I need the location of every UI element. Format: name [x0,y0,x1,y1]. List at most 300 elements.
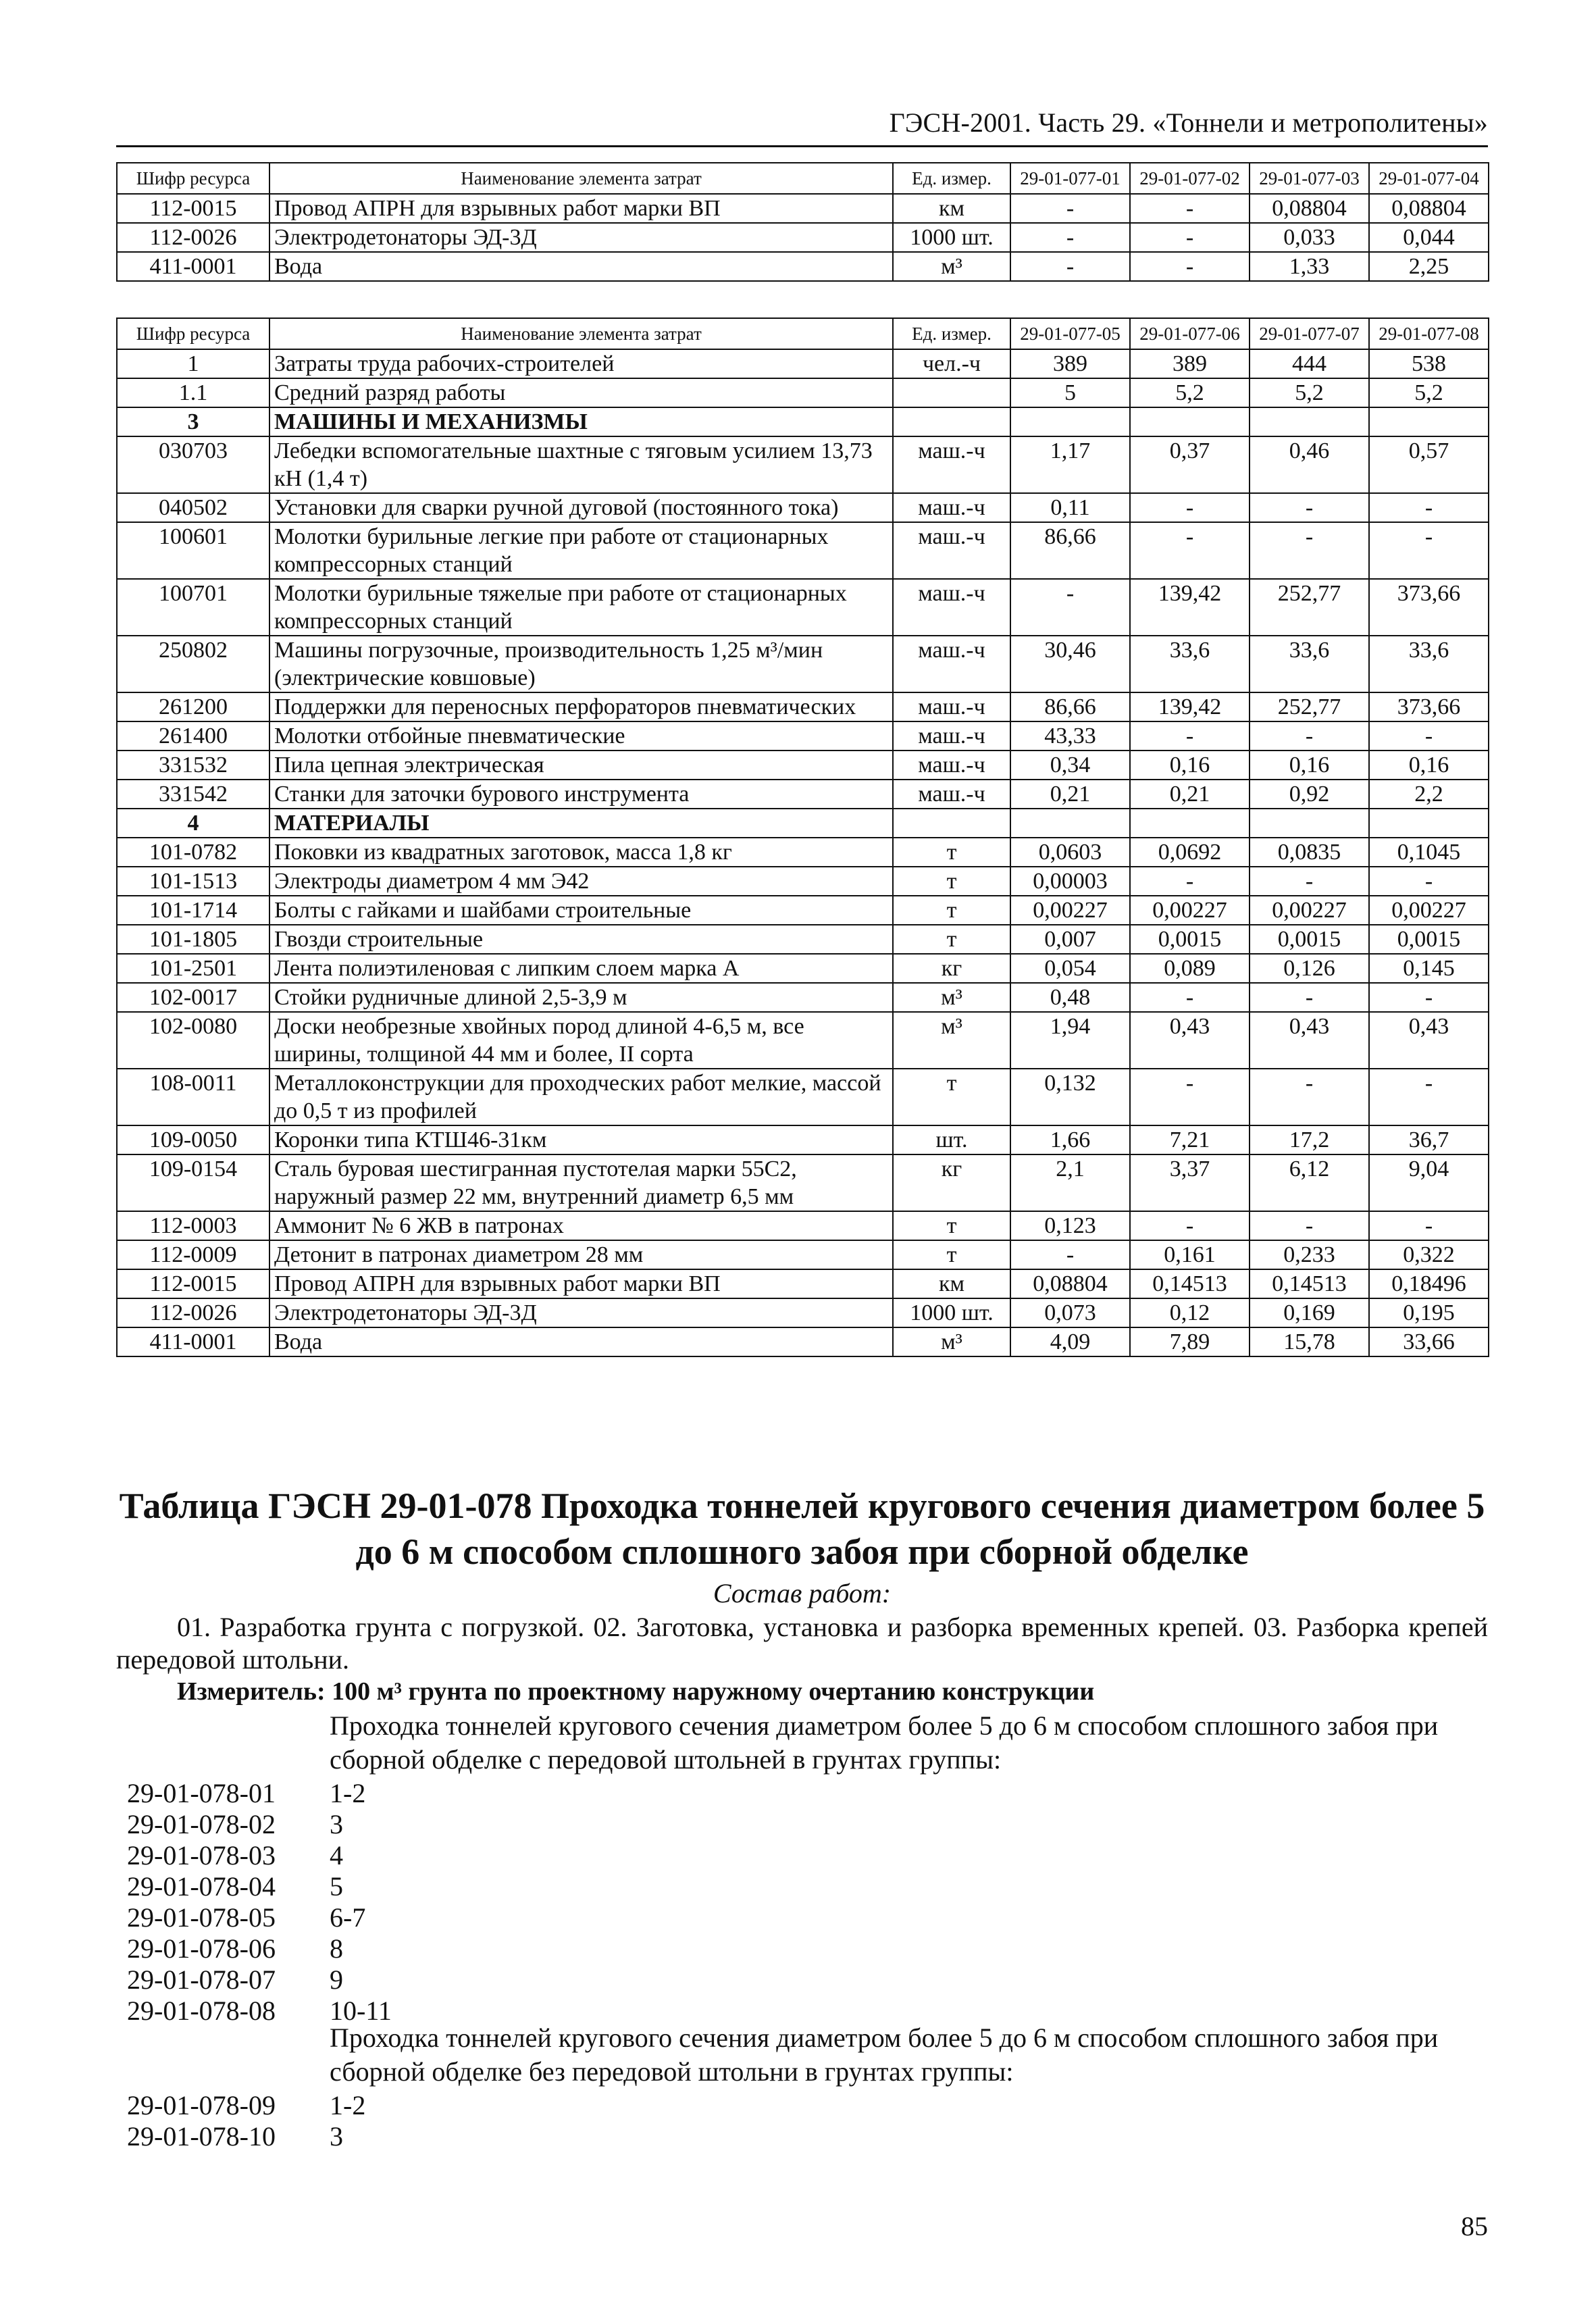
norm-value [1369,407,1489,436]
table-row [117,1125,1489,1154]
norm-value: 0,43 [1250,1012,1369,1069]
norm-value: 0,00003 [1010,867,1130,896]
resource-name: Сталь буровая шестигранная пустотелая марки 55С2, наружный размер 22 мм, внутренний диаметр 6,5 мм [269,1154,893,1211]
table-row [117,349,1489,378]
resource-code: 250802 [117,636,269,692]
table-row [117,493,1489,522]
unit-of-measure: т [893,925,1010,954]
resource-name: Затраты труда рабочих-строителей [269,349,893,378]
norm-value: 86,66 [1010,522,1130,579]
norm-code: 29-01-078-03 [127,1840,276,1871]
table-row [117,1269,1489,1298]
resource-name: Провод АПРН для взрывных работ марки ВП [269,1269,893,1298]
table-row [117,721,1489,751]
norm-code: 29-01-078-01 [127,1778,276,1808]
resource-code: 261400 [117,721,269,751]
unit-of-measure: маш.-ч [893,721,1010,751]
norm-value: 2,2 [1369,780,1489,809]
norm-value: 1,94 [1010,1012,1130,1069]
norm-value: - [1369,493,1489,522]
soil-group: 3 [330,2121,343,2152]
resource-name: Доски необрезные хвойных пород длиной 4-6,5 м, все ширины, толщиной 44 мм и более, II сорта [269,1012,893,1069]
resource-code: 1.1 [117,378,269,407]
soil-group: 1-2 [330,1778,366,1808]
norm-code: 29-01-078-04 [127,1871,276,1902]
norm-code: 29-01-078-08 [127,1996,276,2026]
norm-value: 0,161 [1130,1240,1250,1269]
norm-value: 15,78 [1250,1327,1369,1356]
norm-value: - [1369,1211,1489,1240]
section-row [117,809,1489,838]
norm-item [127,1902,392,1933]
unit-of-measure: км [893,1269,1010,1298]
norm-item [127,2121,365,2152]
unit-of-measure: м³ [893,1012,1010,1069]
table-row [117,1327,1489,1356]
norm-item [127,1840,392,1871]
norm-value: 33,6 [1130,636,1250,692]
norm-value [1010,407,1130,436]
norm-value [1010,809,1130,838]
resource-code: 100601 [117,522,269,579]
column-header: 29-01-077-04 [1369,163,1489,194]
soil-group: 3 [330,1809,343,1839]
group-without-pilot-tunnel-description: Проходка тоннелей кругового сечения диаметром более 5 до 6 м способом сплошного забоя при сборной обделке без передовой штольни в грунтах группы: [330,2023,1439,2087]
resource-name: Молотки отбойные пневматические [269,721,893,751]
norm-value: 0,073 [1010,1298,1130,1327]
norm-value [1369,809,1489,838]
table-row [117,522,1489,579]
column-header: Ед. измер. [893,163,1010,194]
table-header-row [117,318,1489,349]
unit-of-measure: т [893,1211,1010,1240]
norm-value: - [1369,983,1489,1012]
soil-group: 9 [330,1964,343,1995]
table-row [117,925,1489,954]
norm-value: - [1130,983,1250,1012]
norm-value: 7,89 [1130,1327,1250,1356]
resource-name: Гвозди строительные [269,925,893,954]
resource-name: Электродетонаторы ЭД-3Д [269,223,893,252]
unit-of-measure: маш.-ч [893,436,1010,493]
norm-value [1130,407,1250,436]
norm-value: 0,37 [1130,436,1250,493]
norm-value: 139,42 [1130,692,1250,721]
norm-value: - [1130,1069,1250,1125]
norm-value: - [1130,252,1250,281]
norm-item [127,1964,392,1996]
unit-of-measure: кг [893,1154,1010,1211]
norm-code: 29-01-078-06 [127,1933,276,1964]
norm-value: 7,21 [1130,1125,1250,1154]
table-row [117,983,1489,1012]
norm-code: 29-01-078-10 [127,2121,276,2152]
resource-name: Провод АПРН для взрывных работ марки ВП [269,194,893,223]
resource-name: Металлоконструкции для проходческих работ мелкие, массой до 0,5 т из профилей [269,1069,893,1125]
unit-of-measure: маш.-ч [893,522,1010,579]
resource-name: Стойки рудничные длиной 2,5-3,9 м [269,983,893,1012]
unit-of-measure: м³ [893,1327,1010,1356]
norm-value: 0,0603 [1010,838,1130,867]
unit-of-measure: т [893,838,1010,867]
norm-code: 29-01-078-05 [127,1902,276,1933]
table-row [117,1211,1489,1240]
resource-code: 112-0003 [117,1211,269,1240]
norm-value: - [1010,194,1130,223]
unit-of-measure: м³ [893,983,1010,1012]
norm-value: 0,0015 [1250,925,1369,954]
norm-value: - [1130,867,1250,896]
unit-of-measure: маш.-ч [893,751,1010,780]
header-rule [116,145,1488,147]
norm-value: - [1130,194,1250,223]
norm-value: 33,66 [1369,1327,1489,1356]
norm-value: 33,6 [1369,636,1489,692]
resource-code: 109-0154 [117,1154,269,1211]
table-row [117,867,1489,896]
norm-value: - [1369,522,1489,579]
norm-value: 0,044 [1369,223,1489,252]
resource-name: Вода [269,252,893,281]
table-row [117,780,1489,809]
norm-value: 0,0015 [1130,925,1250,954]
resource-name: Молотки бурильные тяжелые при работе от стационарных компрессорных станций [269,579,893,636]
unit-of-measure: т [893,1240,1010,1269]
column-header: 29-01-077-05 [1010,318,1130,349]
norm-value: 0,21 [1010,780,1130,809]
resource-name: Лента полиэтиленовая с липким слоем марка А [269,954,893,983]
norm-value: - [1369,721,1489,751]
resource-code: 411-0001 [117,252,269,281]
norm-code: 29-01-078-09 [127,2090,276,2120]
resource-name: Молотки бурильные легкие при работе от стационарных компрессорных станций [269,522,893,579]
resource-code: 101-1513 [117,867,269,896]
unit-of-measure [893,407,1010,436]
table-header-row [117,163,1489,194]
unit-of-measure: 1000 шт. [893,223,1010,252]
norm-value: 0,007 [1010,925,1130,954]
norm-value: 1,33 [1250,252,1369,281]
unit-of-measure: т [893,1069,1010,1125]
column-header: 29-01-077-02 [1130,163,1250,194]
resource-name: Аммонит № 6 ЖВ в патронах [269,1211,893,1240]
section-row [117,407,1489,436]
norm-value: 252,77 [1250,579,1369,636]
soil-group: 4 [330,1840,343,1871]
norm-value: 139,42 [1130,579,1250,636]
norm-value: 0,00227 [1250,896,1369,925]
resource-name: Поддержки для переносных перфораторов пневматических [269,692,893,721]
unit-of-measure: т [893,867,1010,896]
norm-value: 0,16 [1250,751,1369,780]
unit-of-measure [893,378,1010,407]
unit-of-measure: км [893,194,1010,223]
norm-value [1250,809,1369,838]
norm-value: 0,16 [1130,751,1250,780]
norm-item [127,2090,365,2121]
unit-of-measure: маш.-ч [893,780,1010,809]
table-row [117,692,1489,721]
norm-value: 2,1 [1010,1154,1130,1211]
norm-value: - [1250,983,1369,1012]
resource-table-077-05-08 [116,317,1489,1357]
norm-value: 1,17 [1010,436,1130,493]
table-row [117,223,1489,252]
norm-value: 0,08804 [1250,194,1369,223]
resource-name: Лебедки вспомогательные шахтные с тяговым усилием 13,73 кН (1,4 т) [269,436,893,493]
resource-code: 101-1714 [117,896,269,925]
resource-name: Коронки типа КТШ46-31км [269,1125,893,1154]
unit-of-measure: 1000 шт. [893,1298,1010,1327]
resource-code: 101-2501 [117,954,269,983]
norm-value: 33,6 [1250,636,1369,692]
norm-list-with-pilot-tunnel [127,1778,392,2027]
norm-value: 0,14513 [1250,1269,1369,1298]
norm-item [127,1871,392,1902]
norm-value: - [1250,721,1369,751]
resource-code: 030703 [117,436,269,493]
resource-code: 4 [117,809,269,838]
norm-value: 4,09 [1010,1327,1130,1356]
resource-table-077-01-04 [116,162,1489,282]
table-row [117,1240,1489,1269]
works-caption: Состав работ: [713,1578,892,1608]
running-header: ГЭСН-2001. Часть 29. «Тоннели и метрополитены» [889,107,1488,138]
unit-of-measure: т [893,896,1010,925]
norm-value: 5,2 [1250,378,1369,407]
norm-value: 0,0835 [1250,838,1369,867]
column-header: 29-01-077-06 [1130,318,1250,349]
unit-of-measure: чел.-ч [893,349,1010,378]
norm-value: 0,11 [1010,493,1130,522]
norm-code: 29-01-078-07 [127,1964,276,1995]
table-row [117,1298,1489,1327]
norm-value: 30,46 [1010,636,1130,692]
norm-value: 86,66 [1010,692,1130,721]
norm-value: 0,43 [1130,1012,1250,1069]
resource-code: 331542 [117,780,269,809]
resource-code: 100701 [117,579,269,636]
table-row [117,1069,1489,1125]
norm-value: 0,089 [1130,954,1250,983]
norm-item [127,1778,392,1809]
norm-value: 0,18496 [1369,1269,1489,1298]
norm-value: 0,92 [1250,780,1369,809]
soil-group: 5 [330,1871,343,1902]
norm-value: 0,00227 [1369,896,1489,925]
column-header: Шифр ресурса [117,318,269,349]
column-header: 29-01-077-08 [1369,318,1489,349]
norm-value: 389 [1130,349,1250,378]
resource-name: Станки для заточки бурового инструмента [269,780,893,809]
table-row [117,252,1489,281]
unit-of-measure: кг [893,954,1010,983]
norm-value: 0,00227 [1130,896,1250,925]
unit-of-measure [893,809,1010,838]
norm-value: 0,233 [1250,1240,1369,1269]
resource-name: МАТЕРИАЛЫ [269,809,893,838]
measurement-unit: Измеритель: 100 м³ грунта по проектному наружному очертанию конструкции [177,1677,1095,1706]
column-header: Наименование элемента затрат [269,163,893,194]
resource-name: Электроды диаметром 4 мм Э42 [269,867,893,896]
norm-value: 0,132 [1010,1069,1130,1125]
group-with-pilot-tunnel-description: Проходка тоннелей кругового сечения диаметром более 5 до 6 м способом сплошного забоя при сборной обделке с передовой штольней в грунтах группы: [330,1710,1439,1775]
norm-value: 252,77 [1250,692,1369,721]
resource-name: Установки для сварки ручной дуговой (постоянного тока) [269,493,893,522]
soil-group: 8 [330,1933,343,1964]
resource-code: 102-0080 [117,1012,269,1069]
norm-value: 17,2 [1250,1125,1369,1154]
resource-code: 108-0011 [117,1069,269,1125]
norm-list-without-pilot-tunnel [127,2090,365,2152]
norm-value: 444 [1250,349,1369,378]
resource-code: 112-0026 [117,1298,269,1327]
norm-value: 538 [1369,349,1489,378]
norm-value: 373,66 [1369,692,1489,721]
unit-of-measure: маш.-ч [893,636,1010,692]
norm-value: - [1250,867,1369,896]
norm-value: 3,37 [1130,1154,1250,1211]
norm-value: 0,48 [1010,983,1130,1012]
norm-value: 6,12 [1250,1154,1369,1211]
norm-value: - [1250,522,1369,579]
norm-value: - [1369,867,1489,896]
norm-value: 0,123 [1010,1211,1130,1240]
norm-value: - [1250,1211,1369,1240]
resource-name: Поковки из квадратных заготовок, масса 1,8 кг [269,838,893,867]
norm-value: 0,46 [1250,436,1369,493]
section-title: Таблица ГЭСН 29-01-078 Проходка тоннелей кругового сечения диаметром более 5 до 6 м способом сплошного забоя при сборной обделке [119,1485,1485,1572]
norm-value: - [1130,522,1250,579]
resource-name: МАШИНЫ И МЕХАНИЗМЫ [269,407,893,436]
column-header: 29-01-077-07 [1250,318,1369,349]
unit-of-measure: м³ [893,252,1010,281]
resource-code: 101-1805 [117,925,269,954]
norm-value: - [1010,223,1130,252]
resource-name: Вода [269,1327,893,1356]
norm-value: 0,195 [1369,1298,1489,1327]
norm-value: 2,25 [1369,252,1489,281]
table-row [117,436,1489,493]
norm-value: - [1130,721,1250,751]
table-row [117,636,1489,692]
table-row [117,1154,1489,1211]
resource-name: Болты с гайками и шайбами строительные [269,896,893,925]
resource-name: Детонит в патронах диаметром 28 мм [269,1240,893,1269]
norm-value: 0,00227 [1010,896,1130,925]
norm-value: 5,2 [1369,378,1489,407]
norm-value: 0,57 [1369,436,1489,493]
norm-value: 0,21 [1130,780,1250,809]
norm-value: 0,16 [1369,751,1489,780]
norm-value [1130,809,1250,838]
soil-group: 10-11 [330,1996,392,2026]
norm-value: 36,7 [1369,1125,1489,1154]
resource-code: 101-0782 [117,838,269,867]
works-description: 01. Разработка грунта с погрузкой. 02. Заготовка, установка и разборка временных крепей. 03. Разборка крепей передовой штольни. [116,1612,1488,1675]
norm-value: 0,14513 [1130,1269,1250,1298]
norm-value: 0,34 [1010,751,1130,780]
table-row [117,838,1489,867]
page-number: 85 [1461,2211,1488,2241]
resource-code: 102-0017 [117,983,269,1012]
norm-value: 9,04 [1369,1154,1489,1211]
resource-code: 112-0015 [117,1269,269,1298]
norm-item [127,1933,392,1964]
resource-code: 112-0009 [117,1240,269,1269]
norm-value: 0,1045 [1369,838,1489,867]
unit-of-measure: маш.-ч [893,579,1010,636]
unit-of-measure: маш.-ч [893,692,1010,721]
norm-value: 0,126 [1250,954,1369,983]
resource-code: 112-0026 [117,223,269,252]
unit-of-measure: шт. [893,1125,1010,1154]
norm-value: 5 [1010,378,1130,407]
norm-value: - [1010,252,1130,281]
table-row [117,1012,1489,1069]
norm-value: 0,12 [1130,1298,1250,1327]
resource-code: 411-0001 [117,1327,269,1356]
table-row [117,751,1489,780]
norm-item [127,1809,392,1840]
norm-value: 0,43 [1369,1012,1489,1069]
resource-name: Электродетонаторы ЭД-3Д [269,1298,893,1327]
norm-value: 0,033 [1250,223,1369,252]
norm-value: 1,66 [1010,1125,1130,1154]
column-header: Ед. измер. [893,318,1010,349]
resource-code: 040502 [117,493,269,522]
norm-value: 0,145 [1369,954,1489,983]
resource-name: Машины погрузочные, производительность 1,25 м³/мин (электрические ковшовые) [269,636,893,692]
norm-value [1250,407,1369,436]
norm-value: 0,08804 [1010,1269,1130,1298]
norm-value: 0,054 [1010,954,1130,983]
norm-code: 29-01-078-02 [127,1809,276,1839]
norm-value: - [1130,1211,1250,1240]
norm-value: 0,322 [1369,1240,1489,1269]
table-row [117,896,1489,925]
norm-value: 43,33 [1010,721,1130,751]
resource-code: 3 [117,407,269,436]
norm-value: 0,08804 [1369,194,1489,223]
table-row [117,954,1489,983]
table-row [117,579,1489,636]
norm-value: - [1130,493,1250,522]
norm-value: - [1130,223,1250,252]
column-header: 29-01-077-01 [1010,163,1130,194]
norm-value: 373,66 [1369,579,1489,636]
norm-value: 0,0015 [1369,925,1489,954]
norm-value: 5,2 [1130,378,1250,407]
column-header: Шифр ресурса [117,163,269,194]
norm-value: - [1250,493,1369,522]
norm-value: - [1010,1240,1130,1269]
column-header: 29-01-077-03 [1250,163,1369,194]
resource-code: 112-0015 [117,194,269,223]
norm-value: - [1250,1069,1369,1125]
norm-value: 389 [1010,349,1130,378]
norm-value: 0,169 [1250,1298,1369,1327]
resource-code: 261200 [117,692,269,721]
soil-group: 1-2 [330,2090,366,2120]
unit-of-measure: маш.-ч [893,493,1010,522]
table-row [117,194,1489,223]
column-header: Наименование элемента затрат [269,318,893,349]
soil-group: 6-7 [330,1902,366,1933]
resource-code: 109-0050 [117,1125,269,1154]
norm-value: - [1369,1069,1489,1125]
norm-value: - [1010,579,1130,636]
